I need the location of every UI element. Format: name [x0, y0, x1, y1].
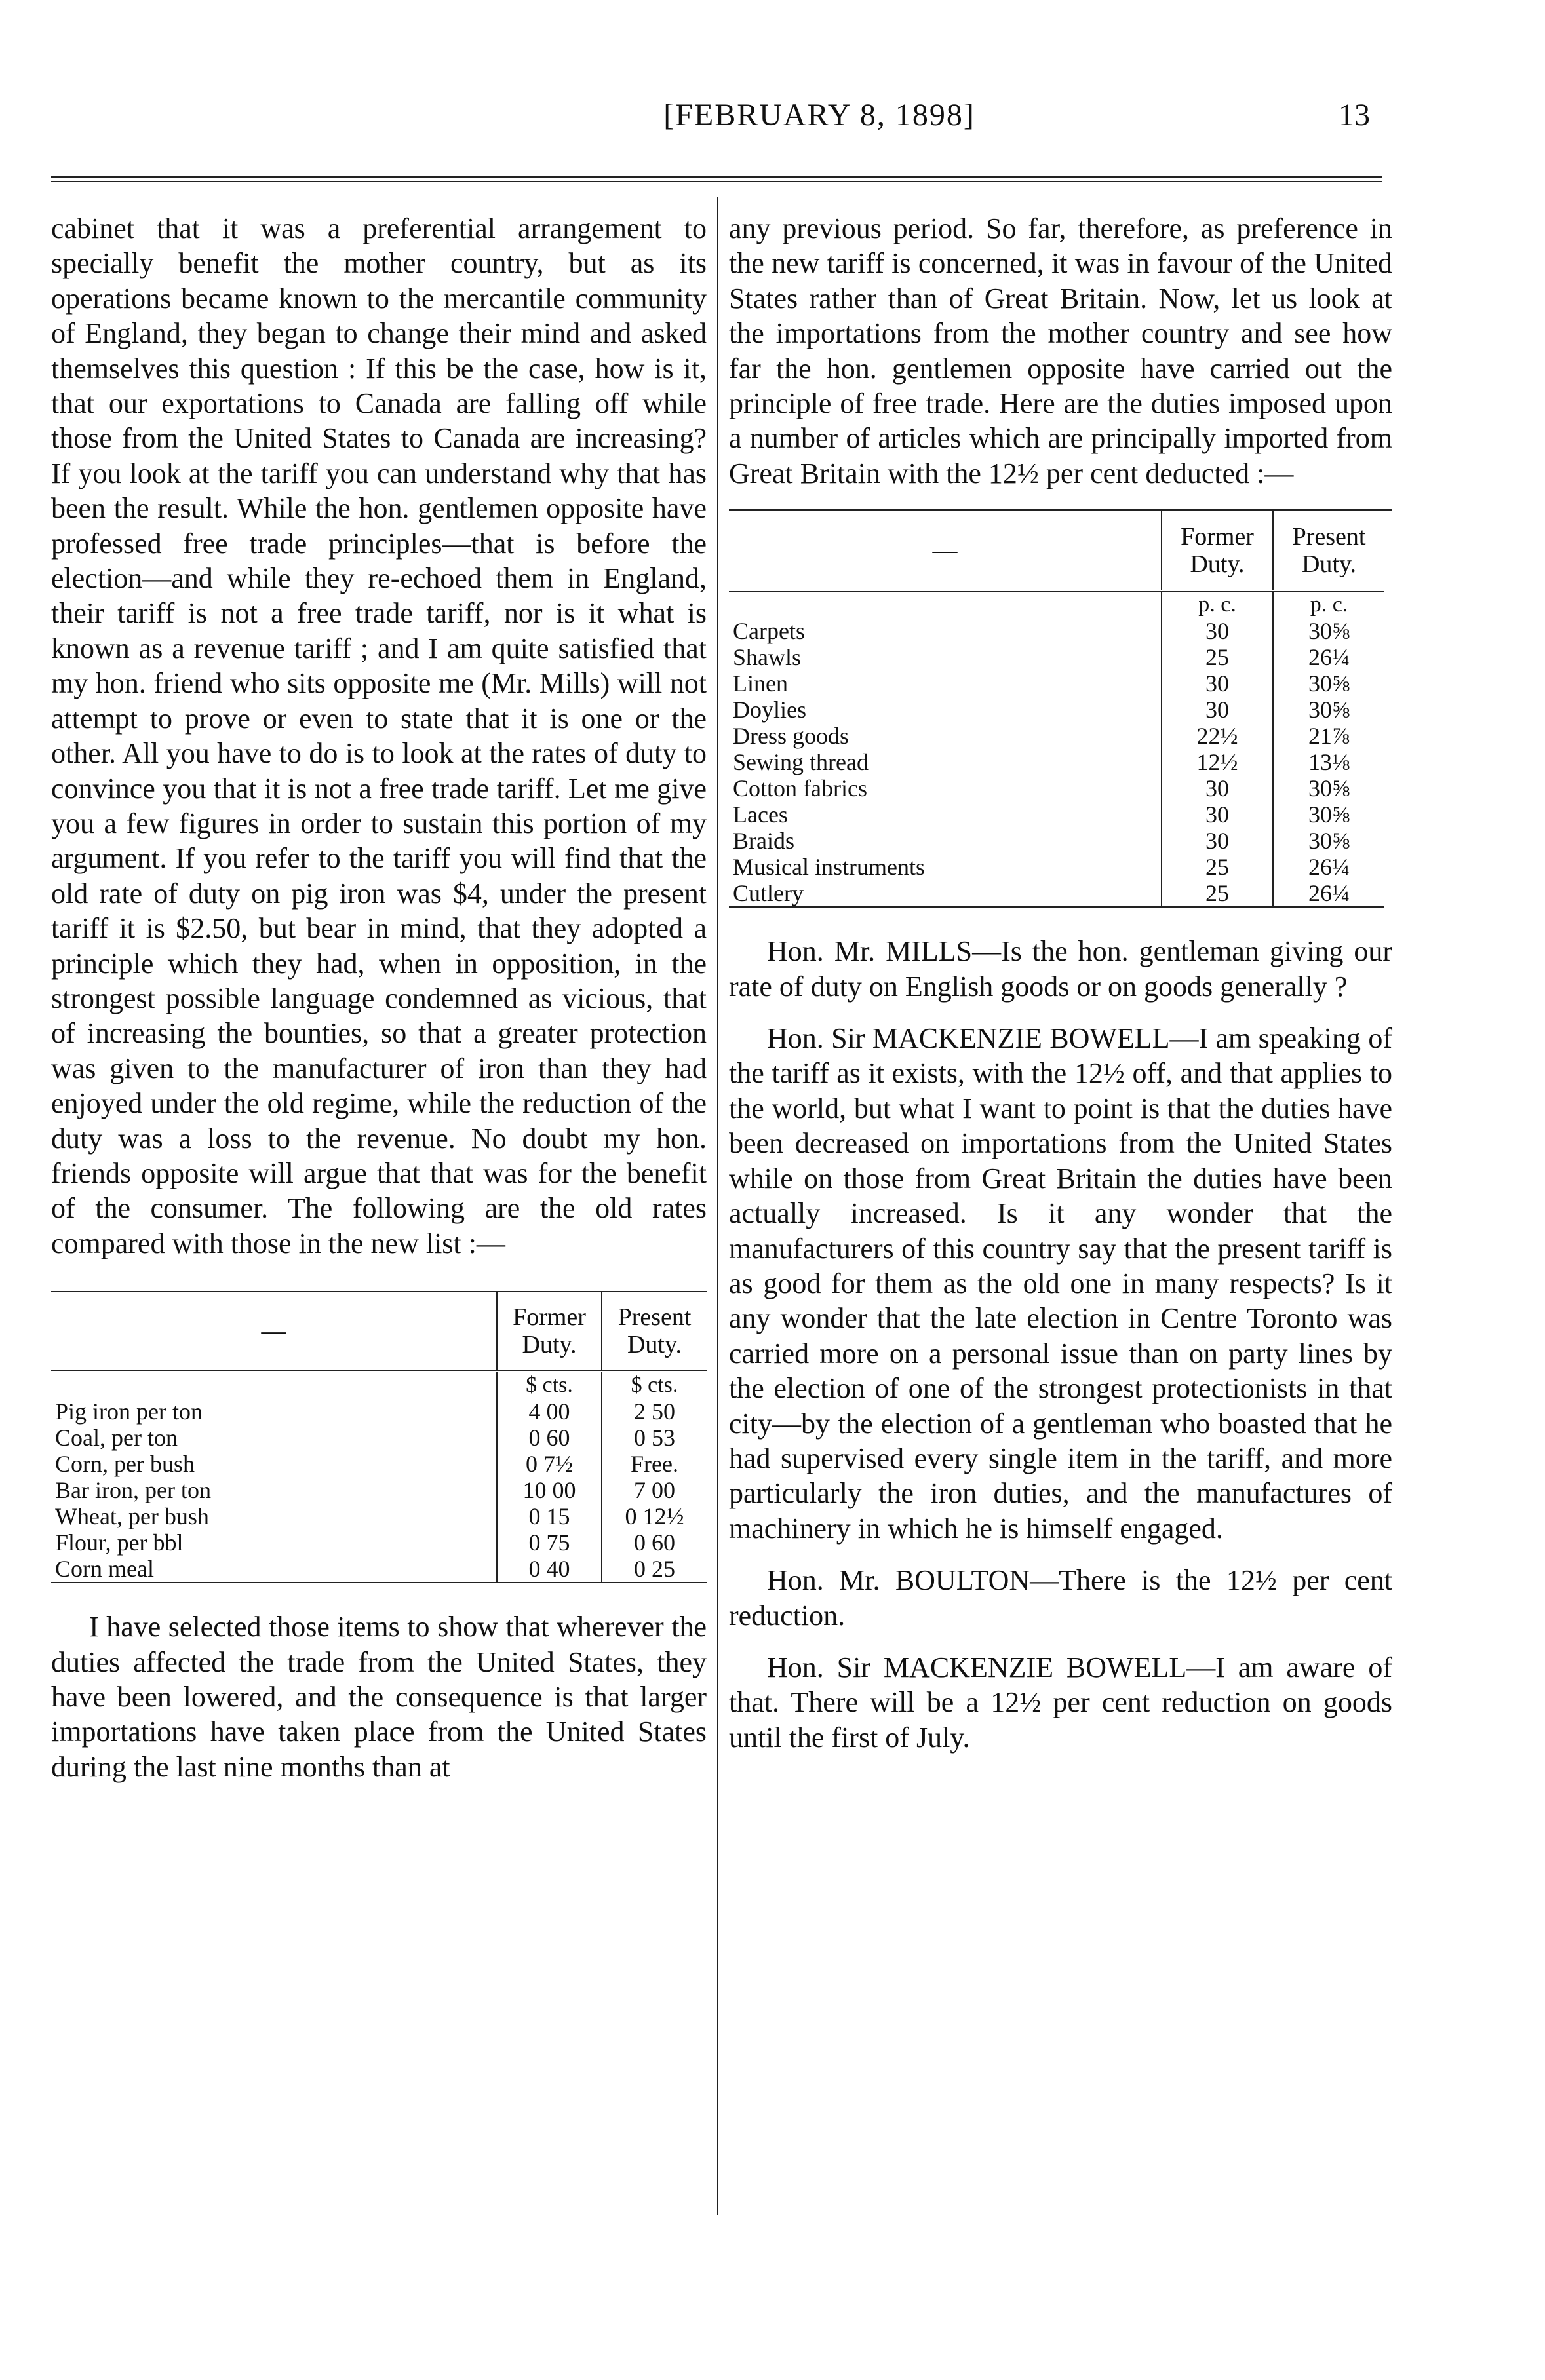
table-1-former-unit: $ cts. — [497, 1372, 602, 1399]
table-row — [51, 1503, 707, 1529]
table-2-present-header: Present Duty. — [1273, 511, 1384, 590]
table-row — [729, 749, 1384, 775]
table-1-present: Free. — [602, 1451, 707, 1477]
table-2-former: 25 — [1162, 854, 1273, 880]
table-1-present: 0 53 — [602, 1425, 707, 1451]
table-1-former: 4 00 — [497, 1398, 602, 1425]
table-2-item: Shawls — [733, 644, 802, 671]
right-paragraph-1: any previous period. So far, therefore, as preference in the new tariff is concerned, it was in favour of the United States rather than of Great Britain. Now, let us look at the importations from the mother country and see how far the hon. gentlemen opposite have carried out the principle of free trade. Here are the duties imposed upon a number of articles which are principally imported from Great Britain with the 12½ per cent deducted :— — [729, 212, 1392, 489]
table-row — [729, 775, 1384, 801]
table-row — [729, 670, 1384, 697]
table-row — [51, 1529, 707, 1556]
table-1-blank-header: — — [261, 1317, 286, 1345]
table-2-item: Doylies — [733, 697, 806, 723]
table-row — [729, 880, 1384, 907]
right-paragraph-5: Hon. Sir MACKENZIE BOWELL—I am aware of that. There will be a 12½ per cent reduction on goods until the first of July. — [729, 1651, 1392, 1754]
header-rule-lower — [51, 181, 1382, 182]
table-1-item: Corn, per bush — [55, 1451, 195, 1478]
table-2-former: 30 — [1162, 801, 1273, 828]
left-paragraph-1: cabinet that it was a preferential arrangement to specially benefit the mother country, but as its operations became known to the mercantile community of England, they began to change their mind and asked themselves this question : If this be the case, how is it, that our exportations to Canada are falling off while those from the United States to Canada are increasing? If you look at the tariff you can understand why that has been the result. While the hon. gentlemen opposite have professed free trade principles—that is before the election—and while they re-echoed them in England, their tariff is not a free trade tariff, nor is it what is known as a revenue tariff ; and I am quite satisfied that my hon. friend who sits opposite me (Mr. Mills) will not attempt to prove or even to state that it is one or the other. All you have to do is to look at the rates of duty to convince you that it is not a free trade tariff. Let me give you a few figures in order to sustain this portion of my argument. If you refer to the tariff you will find that the old rate of duty on pig iron was $4, under the present tariff it is $2.50, but bear in mind, that they adopted a principle which they had, when in opposition, in the strongest possible language condemned as vicious, that of increasing the bounties, so that a greater protection was given to the manufacturer of iron than they had enjoyed under the old regime, while the reduction of the duty was a loss to the revenue. No doubt my hon. friends opposite will argue that that was for the benefit of the consumer. The following are the old rates compared with those in the new list :— — [51, 212, 707, 1259]
table-2-present: 26¼ — [1273, 854, 1384, 880]
table-row — [729, 723, 1384, 749]
british-goods-duty-table — [729, 511, 1384, 908]
table-2-former: 22½ — [1162, 723, 1273, 749]
right-paragraph-3: Hon. Sir MACKENZIE BOWELL—I am speaking of the tariff as it exists, with the 12½ off, and that applies to the world, but what I want to point is that the duties have been decreased on importations from the United States while on those from Great Britain the duties have been actually increased. Is it any wonder that the manufacturers of this country say that the present tariff is as good for them as the old one in many respects? Is it any wonder that the late election in Centre Toronto was carried more on a personal issue than on party lines by the election of one of the strongest protectionists in that city—by the election of a gentleman who boasted that he had supervised every single item in the tariff, and more particularly the iron duties, and the manufactures of machinery in which he is himself engaged. — [729, 1022, 1392, 1545]
table-2-present: 26¼ — [1273, 644, 1384, 670]
table-1-present: 0 60 — [602, 1529, 707, 1556]
table-2-item: Dress goods — [733, 723, 849, 750]
table-2-item: Cutlery — [733, 880, 804, 907]
table-1-present: 7 00 — [602, 1477, 707, 1503]
table-2-item: Linen — [733, 670, 788, 697]
table-2-item: Musical instruments — [733, 854, 925, 881]
table-2-former: 12½ — [1162, 749, 1273, 775]
table-1-item: Bar iron, per ton — [55, 1477, 211, 1504]
table-1-present-unit: $ cts. — [602, 1372, 707, 1399]
table-2-former: 30 — [1162, 697, 1273, 723]
table-2-present: 26¼ — [1273, 880, 1384, 907]
table-2-blank-header: — — [932, 537, 958, 565]
right-paragraph-2: Hon. Mr. MILLS—Is the hon. gentleman giving our rate of duty on English goods or on goods generally ? — [729, 935, 1392, 1003]
table-2-former-unit: p. c. — [1162, 591, 1273, 619]
table-1-former: 10 00 — [497, 1477, 602, 1503]
header-rule — [51, 176, 1382, 178]
table-2-present: 30⅝ — [1273, 775, 1384, 801]
table-1-former: 0 40 — [497, 1556, 602, 1583]
table-1-former: 0 7½ — [497, 1451, 602, 1477]
table-row — [51, 1425, 707, 1451]
table-2-former: 25 — [1162, 880, 1273, 907]
table-2-present: 30⅝ — [1273, 801, 1384, 828]
table-1-item: Corn meal — [55, 1556, 154, 1583]
table-2-present: 30⅝ — [1273, 828, 1384, 854]
table-1-present-header: Present Duty. — [602, 1292, 707, 1370]
table-1-item: Wheat, per bush — [55, 1503, 209, 1530]
table-2-former: 30 — [1162, 618, 1273, 644]
table-row — [729, 854, 1384, 880]
page-number: 13 — [1339, 98, 1370, 132]
table-row — [51, 1451, 707, 1477]
table-2 — [729, 509, 1392, 908]
table-2-item: Carpets — [733, 618, 805, 645]
table-row — [51, 1398, 707, 1425]
table-2-former: 30 — [1162, 775, 1273, 801]
table-2-item: Cotton fabrics — [733, 775, 867, 802]
left-paragraph-2: I have selected those items to show that wherever the duties affected the trade from the United States, they have been lowered, and the consequence is that larger importations have taken place from the United States during the last nine months than at — [51, 1611, 707, 1783]
table-2-present: 30⅝ — [1273, 618, 1384, 644]
pig-iron-duty-table — [51, 1292, 707, 1583]
table-1-former-header: Former Duty. — [497, 1292, 602, 1370]
right-column — [729, 211, 1392, 1755]
table-2-present: 13⅛ — [1273, 749, 1384, 775]
table-row — [51, 1477, 707, 1503]
table-2-former-header: Former Duty. — [1162, 511, 1273, 590]
table-2-former: 30 — [1162, 828, 1273, 854]
table-2-item: Braids — [733, 828, 794, 854]
table-1-former: 0 15 — [497, 1503, 602, 1529]
table-2-present: 30⅝ — [1273, 697, 1384, 723]
left-column — [51, 211, 707, 1784]
table-row — [51, 1556, 707, 1583]
table-2-present: 21⅞ — [1273, 723, 1384, 749]
table-1-item: Coal, per ton — [55, 1425, 178, 1451]
table-2-former: 30 — [1162, 670, 1273, 697]
column-divider — [717, 197, 718, 2215]
table-row — [729, 618, 1384, 644]
table-1-present: 0 12½ — [602, 1503, 707, 1529]
table-2-item: Sewing thread — [733, 749, 869, 776]
table-1-item: Pig iron per ton — [55, 1398, 203, 1425]
table-2-item: Laces — [733, 801, 788, 828]
right-paragraph-4: Hon. Mr. BOULTON—There is the 12½ per cent reduction. — [729, 1564, 1392, 1632]
table-2-present-unit: p. c. — [1273, 591, 1384, 619]
table-2-present: 30⅝ — [1273, 670, 1384, 697]
table-1-item: Flour, per bbl — [55, 1529, 184, 1556]
table-1-present: 0 25 — [602, 1556, 707, 1583]
table-1 — [51, 1290, 707, 1583]
table-row — [729, 801, 1384, 828]
table-row — [729, 697, 1384, 723]
table-2-former: 25 — [1162, 644, 1273, 670]
table-1-former: 0 75 — [497, 1529, 602, 1556]
table-1-present: 2 50 — [602, 1398, 707, 1425]
page-date: [FEBRUARY 8, 1898] — [663, 98, 975, 132]
table-row — [729, 644, 1384, 670]
table-1-former: 0 60 — [497, 1425, 602, 1451]
table-row — [729, 828, 1384, 854]
